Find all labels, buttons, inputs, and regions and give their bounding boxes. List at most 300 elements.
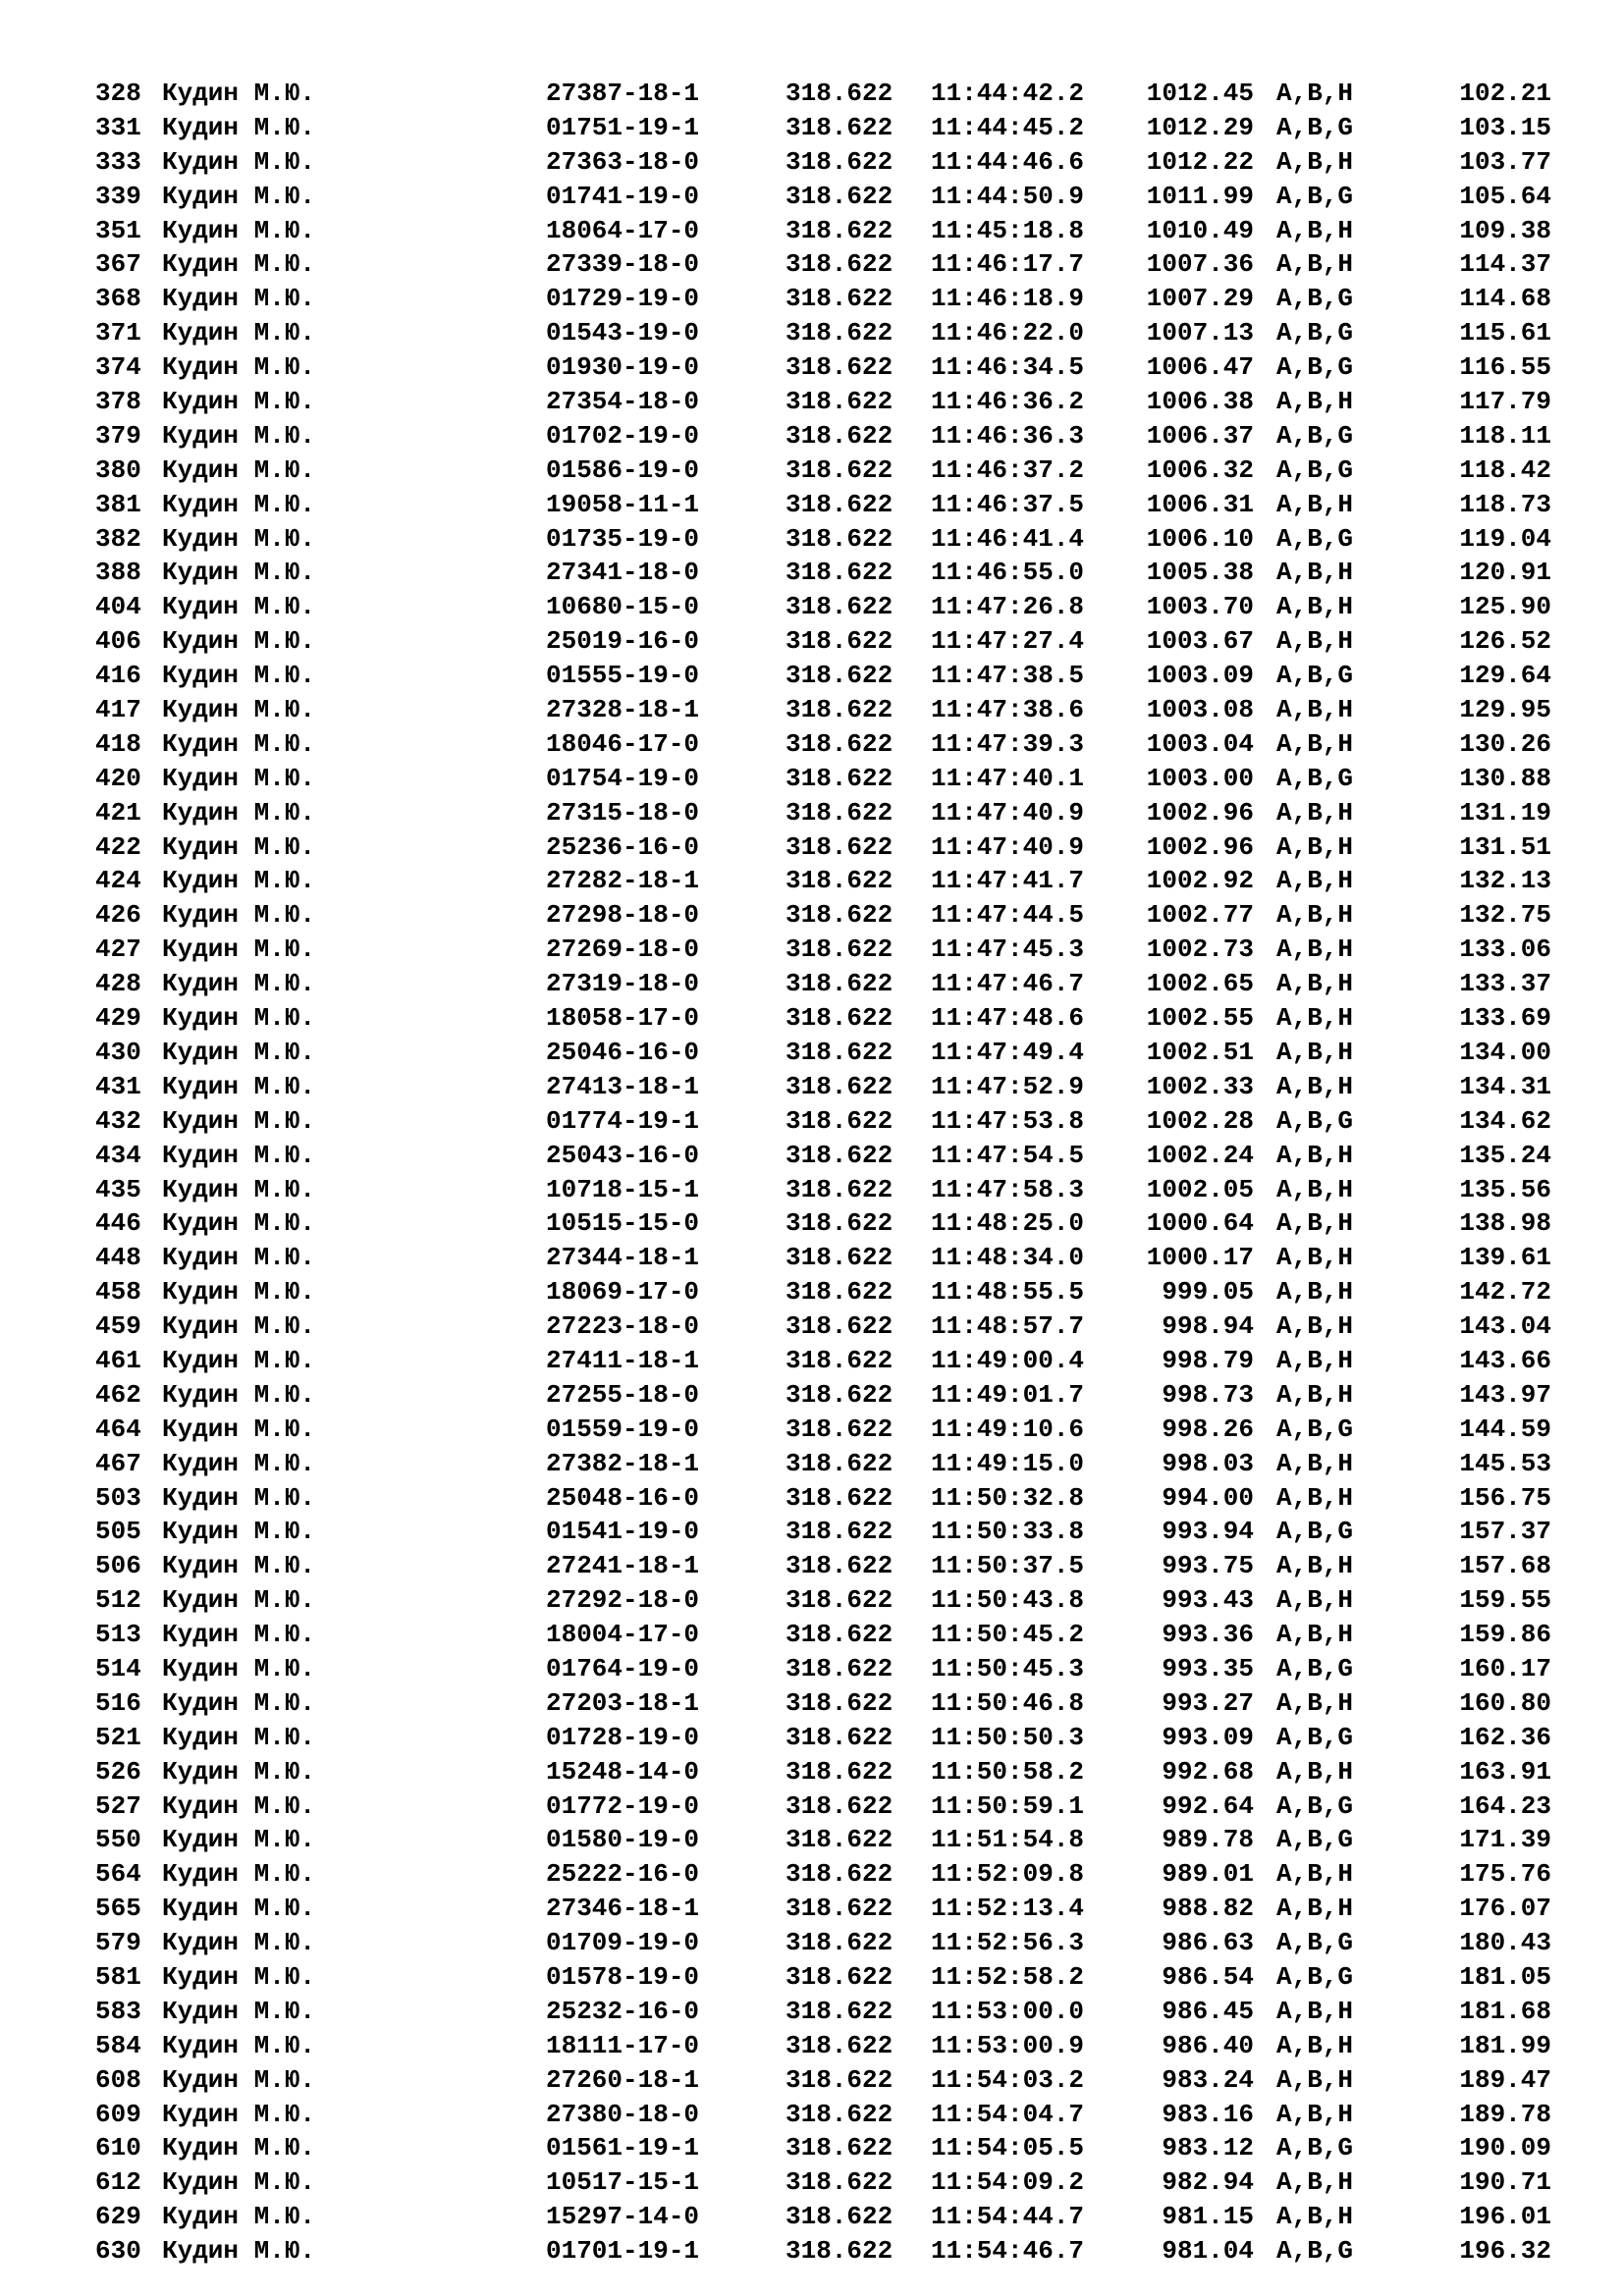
ring-number: 25048-16-0 <box>546 1482 700 1513</box>
speed-value: 1011.99 <box>1146 181 1254 211</box>
arrival-time: 11:48:55.5 <box>931 1277 1085 1308</box>
table-row <box>0 1104 1624 1139</box>
ring-number: 27223-18-0 <box>546 1311 700 1342</box>
points-value: 133.69 <box>1459 1003 1551 1034</box>
speed-value: 998.94 <box>1162 1311 1254 1342</box>
placing-number: 381 <box>95 489 141 519</box>
class-codes: A,B,H <box>1276 1620 1354 1650</box>
distance-km: 318.622 <box>785 2202 893 2232</box>
speed-value: 982.94 <box>1162 2167 1254 2198</box>
arrival-time: 11:54:44.7 <box>931 2202 1085 2232</box>
points-value: 162.36 <box>1459 1722 1551 1752</box>
placing-number: 629 <box>95 2202 141 2232</box>
points-value: 134.62 <box>1459 1105 1551 1136</box>
points-value: 126.52 <box>1459 626 1551 657</box>
points-value: 160.80 <box>1459 1687 1551 1718</box>
fancier-name: Кудин М.Ю. <box>162 284 316 314</box>
points-value: 142.72 <box>1459 1277 1551 1308</box>
class-codes: A,B,G <box>1276 352 1354 383</box>
placing-number: 333 <box>95 146 141 177</box>
arrival-time: 11:46:41.4 <box>931 523 1085 554</box>
placing-number: 461 <box>95 1345 141 1375</box>
speed-value: 992.68 <box>1162 1756 1254 1787</box>
ring-number: 27298-18-0 <box>546 900 700 931</box>
points-value: 157.37 <box>1459 1517 1551 1547</box>
class-codes: A,B,H <box>1276 2167 1354 2198</box>
class-codes: A,B,G <box>1276 1825 1354 1855</box>
table-row <box>0 1995 1624 2029</box>
ring-number: 25046-16-0 <box>546 1037 700 1067</box>
table-row <box>0 2098 1624 2132</box>
ring-number: 27315-18-0 <box>546 797 700 828</box>
table-row <box>0 1721 1624 1755</box>
speed-value: 981.15 <box>1162 2202 1254 2232</box>
fancier-name: Кудин М.Ю. <box>162 352 316 383</box>
class-codes: A,B,G <box>1276 318 1354 348</box>
speed-value: 1006.47 <box>1146 352 1254 383</box>
points-value: 114.68 <box>1459 284 1551 314</box>
ring-number: 01741-19-0 <box>546 181 700 211</box>
speed-value: 1006.37 <box>1146 420 1254 451</box>
points-value: 102.21 <box>1459 79 1551 108</box>
points-value: 189.47 <box>1459 2064 1551 2095</box>
table-row <box>0 385 1624 419</box>
fancier-name: Кудин М.Ю. <box>162 831 316 862</box>
ring-number: 01559-19-0 <box>546 1414 700 1444</box>
distance-km: 318.622 <box>785 1071 893 1101</box>
arrival-time: 11:47:39.3 <box>931 728 1085 759</box>
speed-value: 986.63 <box>1162 1928 1254 1958</box>
ring-number: 01930-19-0 <box>546 352 700 383</box>
distance-km: 318.622 <box>785 1174 893 1204</box>
placing-number: 382 <box>95 523 141 554</box>
points-value: 156.75 <box>1459 1482 1551 1513</box>
distance-km: 318.622 <box>785 2236 893 2267</box>
arrival-time: 11:44:46.6 <box>931 146 1085 177</box>
speed-value: 983.16 <box>1162 2099 1254 2129</box>
arrival-time: 11:49:00.4 <box>931 1345 1085 1375</box>
speed-value: 998.26 <box>1162 1414 1254 1444</box>
fancier-name: Кудин М.Ю. <box>162 626 316 657</box>
fancier-name: Кудин М.Ю. <box>162 1996 316 2026</box>
table-row <box>0 2165 1624 2200</box>
speed-value: 981.04 <box>1162 2236 1254 2267</box>
table-row <box>0 590 1624 624</box>
arrival-time: 11:48:34.0 <box>931 1243 1085 1273</box>
ring-number: 25043-16-0 <box>546 1140 700 1170</box>
distance-km: 318.622 <box>785 1961 893 1992</box>
distance-km: 318.622 <box>785 1722 893 1752</box>
speed-value: 999.05 <box>1162 1277 1254 1308</box>
table-row <box>0 1960 1624 1995</box>
ring-number: 01754-19-0 <box>546 763 700 793</box>
table-row <box>0 2063 1624 2098</box>
placing-number: 513 <box>95 1620 141 1650</box>
fancier-name: Кудин М.Ю. <box>162 2236 316 2267</box>
distance-km: 318.622 <box>785 1825 893 1855</box>
speed-value: 1012.22 <box>1146 146 1254 177</box>
table-row <box>0 1275 1624 1309</box>
fancier-name: Кудин М.Ю. <box>162 79 316 108</box>
arrival-time: 11:50:32.8 <box>931 1482 1085 1513</box>
class-codes: A,B,H <box>1276 1071 1354 1101</box>
fancier-name: Кудин М.Ю. <box>162 1894 316 1924</box>
class-codes: A,B,H <box>1276 1996 1354 2026</box>
speed-value: 1006.38 <box>1146 387 1254 417</box>
arrival-time: 11:54:09.2 <box>931 2167 1085 2198</box>
arrival-time: 11:47:49.4 <box>931 1037 1085 1067</box>
fancier-name: Кудин М.Ю. <box>162 1037 316 1067</box>
arrival-time: 11:47:45.3 <box>931 934 1085 965</box>
points-value: 118.42 <box>1459 454 1551 485</box>
class-codes: A,B,H <box>1276 558 1354 588</box>
placing-number: 630 <box>95 2236 141 2267</box>
fancier-name: Кудин М.Ю. <box>162 112 316 142</box>
class-codes: A,B,H <box>1276 1311 1354 1342</box>
arrival-time: 11:54:03.2 <box>931 2064 1085 2095</box>
table-row <box>0 796 1624 830</box>
placing-number: 503 <box>95 1482 141 1513</box>
placing-number: 417 <box>95 695 141 725</box>
ring-number: 27411-18-1 <box>546 1345 700 1375</box>
ring-number: 27346-18-1 <box>546 1894 700 1924</box>
table-row <box>0 1549 1624 1583</box>
ring-number: 27341-18-0 <box>546 558 700 588</box>
ring-number: 18004-17-0 <box>546 1620 700 1650</box>
distance-km: 318.622 <box>785 1414 893 1444</box>
arrival-time: 11:47:58.3 <box>931 1174 1085 1204</box>
table-row <box>0 1173 1624 1207</box>
class-codes: A,B,G <box>1276 2133 1354 2163</box>
ring-number: 27344-18-1 <box>546 1243 700 1273</box>
fancier-name: Кудин М.Ю. <box>162 1448 316 1478</box>
table-row <box>0 1686 1624 1721</box>
class-codes: A,B,G <box>1276 1517 1354 1547</box>
points-value: 125.90 <box>1459 592 1551 622</box>
placing-number: 526 <box>95 1756 141 1787</box>
distance-km: 318.622 <box>785 1037 893 1067</box>
ring-number: 27387-18-1 <box>546 79 700 108</box>
class-codes: A,B,H <box>1276 387 1354 417</box>
speed-value: 993.43 <box>1162 1585 1254 1616</box>
speed-value: 1012.45 <box>1146 79 1254 108</box>
points-value: 143.04 <box>1459 1311 1551 1342</box>
arrival-time: 11:47:40.1 <box>931 763 1085 793</box>
placing-number: 512 <box>95 1585 141 1616</box>
arrival-time: 11:46:17.7 <box>931 249 1085 280</box>
placing-number: 448 <box>95 1243 141 1273</box>
distance-km: 318.622 <box>785 1448 893 1478</box>
table-row <box>0 1241 1624 1275</box>
fancier-name: Кудин М.Ю. <box>162 2099 316 2129</box>
placing-number: 331 <box>95 112 141 142</box>
arrival-time: 11:50:33.8 <box>931 1517 1085 1547</box>
speed-value: 993.27 <box>1162 1687 1254 1718</box>
points-value: 103.15 <box>1459 112 1551 142</box>
fancier-name: Кудин М.Ю. <box>162 1174 316 1204</box>
table-row <box>0 1139 1624 1173</box>
distance-km: 318.622 <box>785 1585 893 1616</box>
ring-number: 01555-19-0 <box>546 661 700 691</box>
table-row <box>0 2029 1624 2063</box>
table-row <box>0 522 1624 557</box>
placing-number: 367 <box>95 249 141 280</box>
points-value: 176.07 <box>1459 1894 1551 1924</box>
distance-km: 318.622 <box>785 1790 893 1821</box>
ring-number: 27319-18-0 <box>546 969 700 999</box>
ring-number: 01561-19-1 <box>546 2133 700 2163</box>
fancier-name: Кудин М.Ю. <box>162 1345 316 1375</box>
table-row <box>0 247 1624 282</box>
table-row <box>0 1036 1624 1070</box>
arrival-time: 11:46:37.5 <box>931 489 1085 519</box>
points-value: 144.59 <box>1459 1414 1551 1444</box>
points-value: 133.06 <box>1459 934 1551 965</box>
ring-number: 10680-15-0 <box>546 592 700 622</box>
distance-km: 318.622 <box>785 1482 893 1513</box>
placing-number: 380 <box>95 454 141 485</box>
fancier-name: Кудин М.Ю. <box>162 1756 316 1787</box>
speed-value: 1007.13 <box>1146 318 1254 348</box>
distance-km: 318.622 <box>785 2030 893 2060</box>
fancier-name: Кудин М.Ю. <box>162 592 316 622</box>
arrival-time: 11:47:52.9 <box>931 1071 1085 1101</box>
points-value: 133.37 <box>1459 969 1551 999</box>
placing-number: 432 <box>95 1105 141 1136</box>
class-codes: A,B,H <box>1276 79 1354 108</box>
points-value: 129.95 <box>1459 695 1551 725</box>
distance-km: 318.622 <box>785 626 893 657</box>
points-value: 135.24 <box>1459 1140 1551 1170</box>
speed-value: 994.00 <box>1162 1482 1254 1513</box>
points-value: 109.38 <box>1459 215 1551 245</box>
table-row <box>0 282 1624 316</box>
fancier-name: Кудин М.Ю. <box>162 1243 316 1273</box>
points-value: 190.09 <box>1459 2133 1551 2163</box>
table-row <box>0 77 1624 111</box>
distance-km: 318.622 <box>785 454 893 485</box>
speed-value: 993.35 <box>1162 1653 1254 1683</box>
arrival-time: 11:50:43.8 <box>931 1585 1085 1616</box>
table-row <box>0 967 1624 1001</box>
distance-km: 318.622 <box>785 1277 893 1308</box>
class-codes: A,B,H <box>1276 249 1354 280</box>
distance-km: 318.622 <box>785 1517 893 1547</box>
class-codes: A,B,H <box>1276 1277 1354 1308</box>
placing-number: 429 <box>95 1003 141 1034</box>
ring-number: 27339-18-0 <box>546 249 700 280</box>
points-value: 105.64 <box>1459 181 1551 211</box>
placing-number: 464 <box>95 1414 141 1444</box>
class-codes: A,B,G <box>1276 2236 1354 2267</box>
class-codes: A,B,H <box>1276 969 1354 999</box>
speed-value: 988.82 <box>1162 1894 1254 1924</box>
ring-number: 18111-17-0 <box>546 2030 700 2060</box>
placing-number: 406 <box>95 626 141 657</box>
class-codes: A,B,G <box>1276 661 1354 691</box>
points-value: 175.76 <box>1459 1859 1551 1890</box>
class-codes: A,B,H <box>1276 1243 1354 1273</box>
points-value: 118.73 <box>1459 489 1551 519</box>
distance-km: 318.622 <box>785 831 893 862</box>
fancier-name: Кудин М.Ю. <box>162 1825 316 1855</box>
distance-km: 318.622 <box>785 249 893 280</box>
fancier-name: Кудин М.Ю. <box>162 1551 316 1581</box>
ring-number: 15248-14-0 <box>546 1756 700 1787</box>
distance-km: 318.622 <box>785 1140 893 1170</box>
distance-km: 318.622 <box>785 1756 893 1787</box>
arrival-time: 11:50:45.2 <box>931 1620 1085 1650</box>
ring-number: 25019-16-0 <box>546 626 700 657</box>
distance-km: 318.622 <box>785 934 893 965</box>
ring-number: 01541-19-0 <box>546 1517 700 1547</box>
class-codes: A,B,H <box>1276 1037 1354 1067</box>
speed-value: 989.01 <box>1162 1859 1254 1890</box>
table-row <box>0 830 1624 865</box>
arrival-time: 11:50:58.2 <box>931 1756 1085 1787</box>
fancier-name: Кудин М.Ю. <box>162 2167 316 2198</box>
placing-number: 612 <box>95 2167 141 2198</box>
fancier-name: Кудин М.Ю. <box>162 2064 316 2095</box>
fancier-name: Кудин М.Ю. <box>162 866 316 896</box>
placing-number: 564 <box>95 1859 141 1890</box>
speed-value: 1002.73 <box>1146 934 1254 965</box>
arrival-time: 11:50:37.5 <box>931 1551 1085 1581</box>
arrival-time: 11:50:50.3 <box>931 1722 1085 1752</box>
points-value: 160.17 <box>1459 1653 1551 1683</box>
placing-number: 458 <box>95 1277 141 1308</box>
ring-number: 18069-17-0 <box>546 1277 700 1308</box>
fancier-name: Кудин М.Ю. <box>162 1687 316 1718</box>
speed-value: 998.73 <box>1162 1379 1254 1410</box>
speed-value: 1002.96 <box>1146 831 1254 862</box>
points-value: 132.75 <box>1459 900 1551 931</box>
placing-number: 421 <box>95 797 141 828</box>
arrival-time: 11:47:46.7 <box>931 969 1085 999</box>
speed-value: 989.78 <box>1162 1825 1254 1855</box>
class-codes: A,B,G <box>1276 112 1354 142</box>
placing-number: 379 <box>95 420 141 451</box>
speed-value: 986.45 <box>1162 1996 1254 2026</box>
placing-number: 416 <box>95 661 141 691</box>
distance-km: 318.622 <box>785 661 893 691</box>
fancier-name: Кудин М.Ю. <box>162 1003 316 1034</box>
class-codes: A,B,H <box>1276 797 1354 828</box>
ring-number: 27255-18-0 <box>546 1379 700 1410</box>
fancier-name: Кудин М.Ю. <box>162 695 316 725</box>
speed-value: 983.12 <box>1162 2133 1254 2163</box>
speed-value: 1003.70 <box>1146 592 1254 622</box>
fancier-name: Кудин М.Ю. <box>162 387 316 417</box>
distance-km: 318.622 <box>785 215 893 245</box>
class-codes: A,B,H <box>1276 1448 1354 1478</box>
arrival-time: 11:46:18.9 <box>931 284 1085 314</box>
arrival-time: 11:54:46.7 <box>931 2236 1085 2267</box>
fancier-name: Кудин М.Ю. <box>162 2030 316 2060</box>
arrival-time: 11:54:04.7 <box>931 2099 1085 2129</box>
points-value: 157.68 <box>1459 1551 1551 1581</box>
distance-km: 318.622 <box>785 1653 893 1683</box>
distance-km: 318.622 <box>785 1687 893 1718</box>
distance-km: 318.622 <box>785 763 893 793</box>
distance-km: 318.622 <box>785 1243 893 1273</box>
speed-value: 992.64 <box>1162 1790 1254 1821</box>
table-row <box>0 1926 1624 1960</box>
placing-number: 579 <box>95 1928 141 1958</box>
distance-km: 318.622 <box>785 420 893 451</box>
placing-number: 581 <box>95 1961 141 1992</box>
class-codes: A,B,G <box>1276 1653 1354 1683</box>
fancier-name: Кудин М.Ю. <box>162 661 316 691</box>
class-codes: A,B,H <box>1276 2202 1354 2232</box>
results-table <box>0 77 1624 2269</box>
distance-km: 318.622 <box>785 2099 893 2129</box>
table-row <box>0 1515 1624 1549</box>
ring-number: 01701-19-1 <box>546 2236 700 2267</box>
distance-km: 318.622 <box>785 1105 893 1136</box>
points-value: 103.77 <box>1459 146 1551 177</box>
speed-value: 1002.65 <box>1146 969 1254 999</box>
distance-km: 318.622 <box>785 112 893 142</box>
ring-number: 27328-18-1 <box>546 695 700 725</box>
ring-number: 27363-18-0 <box>546 146 700 177</box>
class-codes: A,B,H <box>1276 2099 1354 2129</box>
table-row <box>0 1652 1624 1686</box>
ring-number: 01586-19-0 <box>546 454 700 485</box>
class-codes: A,B,H <box>1276 831 1354 862</box>
ring-number: 27260-18-1 <box>546 2064 700 2095</box>
points-value: 116.55 <box>1459 352 1551 383</box>
table-row <box>0 2200 1624 2234</box>
speed-value: 1002.55 <box>1146 1003 1254 1034</box>
table-row <box>0 419 1624 454</box>
distance-km: 318.622 <box>785 1996 893 2026</box>
fancier-name: Кудин М.Ю. <box>162 181 316 211</box>
placing-number: 434 <box>95 1140 141 1170</box>
placing-number: 506 <box>95 1551 141 1581</box>
fancier-name: Кудин М.Ю. <box>162 1311 316 1342</box>
points-value: 130.88 <box>1459 763 1551 793</box>
fancier-name: Кудин М.Ю. <box>162 969 316 999</box>
class-codes: A,B,H <box>1276 626 1354 657</box>
placing-number: 339 <box>95 181 141 211</box>
speed-value: 1002.92 <box>1146 866 1254 896</box>
class-codes: A,B,G <box>1276 181 1354 211</box>
distance-km: 318.622 <box>785 146 893 177</box>
class-codes: A,B,H <box>1276 1345 1354 1375</box>
ring-number: 27203-18-1 <box>546 1687 700 1718</box>
points-value: 190.71 <box>1459 2167 1551 2198</box>
table-row <box>0 933 1624 967</box>
fancier-name: Кудин М.Ю. <box>162 900 316 931</box>
table-row <box>0 350 1624 385</box>
ring-number: 27382-18-1 <box>546 1448 700 1478</box>
table-row <box>0 2234 1624 2269</box>
table-row <box>0 1857 1624 1892</box>
points-value: 143.66 <box>1459 1345 1551 1375</box>
class-codes: A,B,G <box>1276 420 1354 451</box>
speed-value: 998.03 <box>1162 1448 1254 1478</box>
arrival-time: 11:47:54.5 <box>931 1140 1085 1170</box>
arrival-time: 11:52:58.2 <box>931 1961 1085 1992</box>
arrival-time: 11:54:05.5 <box>931 2133 1085 2163</box>
arrival-time: 11:47:38.6 <box>931 695 1085 725</box>
points-value: 143.97 <box>1459 1379 1551 1410</box>
class-codes: A,B,H <box>1276 146 1354 177</box>
fancier-name: Кудин М.Ю. <box>162 558 316 588</box>
speed-value: 986.40 <box>1162 2030 1254 2060</box>
table-row <box>0 864 1624 898</box>
